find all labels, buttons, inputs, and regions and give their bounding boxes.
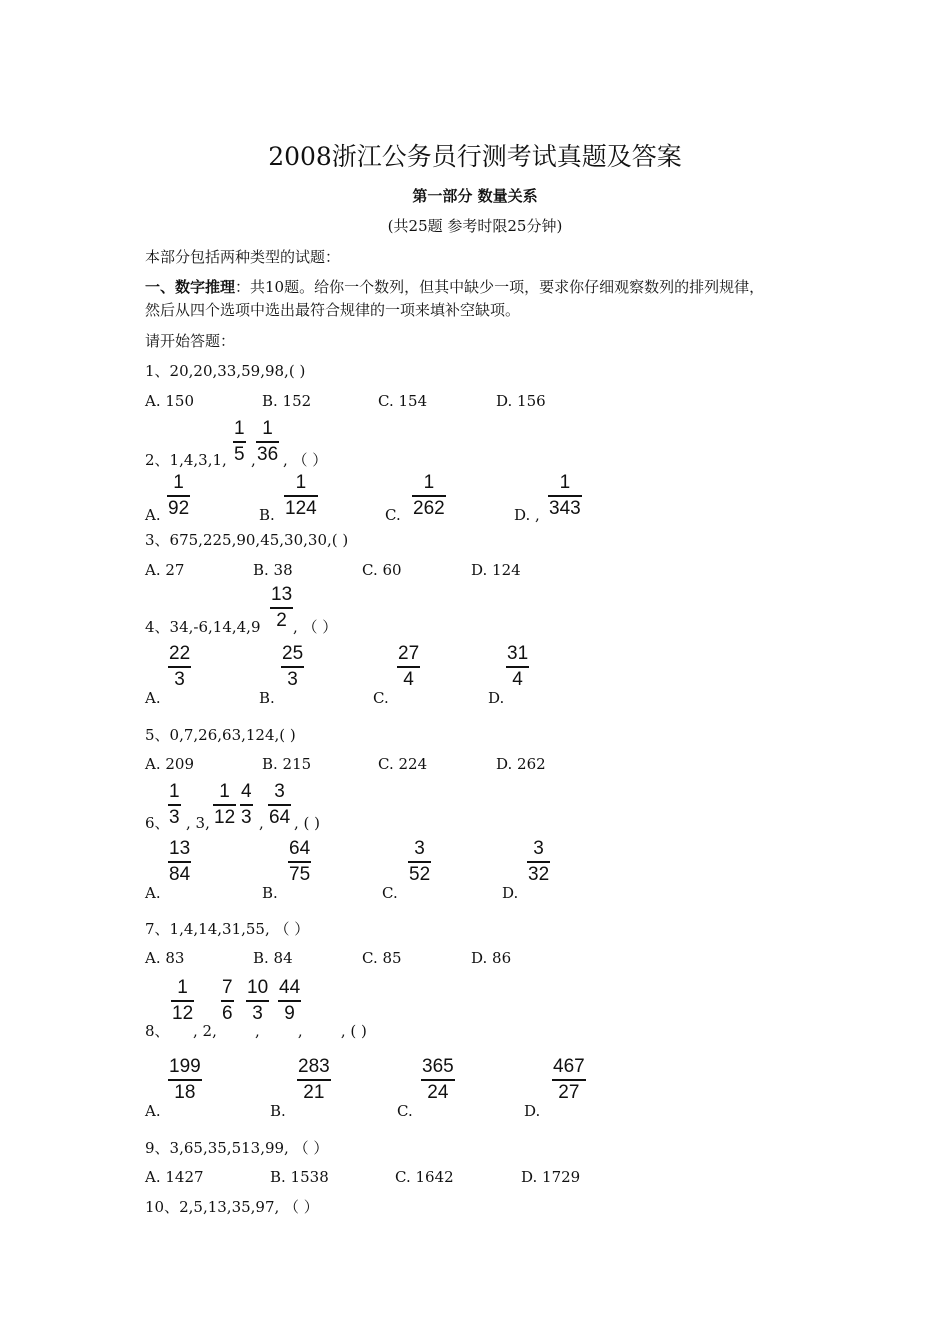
question-9: 9、3,65,35,513,99, （ ） (145, 1139, 329, 1157)
q8-option-d-label: D. (524, 1102, 541, 1120)
question-10: 10、2,5,13,35,97, （ ） (145, 1198, 319, 1216)
q3-option-c: C. 60 (362, 561, 402, 579)
question-2-suffix: , （ ） (283, 451, 328, 469)
q8-fraction: 10 3 (247, 977, 269, 1024)
q1-option-c: C. 154 (378, 392, 428, 410)
q2-option-c-label: C. (385, 506, 401, 524)
q6-option-b-label: B. (262, 884, 278, 902)
q6-option-c-label: C. (382, 884, 398, 902)
page-title: 2008浙江公务员行测考试真题及答案 (268, 142, 682, 171)
section-subtitle: (共25题 参考时限25分钟) (387, 217, 563, 235)
q2-comma: , (251, 451, 256, 469)
q2-option-d-fraction: 1 343 (549, 472, 581, 519)
question-2-prefix: 2、1,4,3,1, (145, 451, 227, 469)
q4-fraction: 13 2 (271, 584, 293, 631)
intro-text: 本部分包括两种类型的试题： (145, 248, 341, 266)
q6-option-a-label: A. (145, 884, 161, 902)
q9-option-b: B. 1538 (270, 1168, 329, 1186)
q4-option-c-fraction: 27 4 (398, 643, 420, 690)
q4-option-a-fraction: 22 3 (169, 643, 191, 690)
question-6-prefix: 6、 (145, 814, 170, 832)
q8-option-b-fraction: 283 21 (298, 1056, 330, 1103)
part1-paragraph-line2: 然后从四个选项中选出最符合规律的一项来填补空缺项。 (145, 301, 521, 319)
question-1: 1、20,20,33,59,98,( ) (145, 362, 306, 380)
q8-fraction: 1 12 (172, 977, 194, 1024)
q4-option-c-label: C. (373, 689, 389, 707)
q6-fraction: 4 3 (241, 781, 252, 828)
part1-text: ：共10题。给你一个数列，但其中缺少一项，要求你仔细观察数列的排列规律， (235, 278, 765, 296)
q3-option-d: D. 124 (471, 561, 521, 579)
section-heading: 第一部分 数量关系 (412, 187, 538, 205)
q8-fraction: 7 6 (222, 977, 233, 1024)
q2-option-c-fraction: 1 262 (413, 472, 445, 519)
q1-option-d: D. 156 (496, 392, 546, 410)
question-6-mid: , 3, (186, 814, 210, 832)
q5-option-d: D. 262 (496, 755, 546, 773)
q6-option-b-fraction: 64 75 (289, 838, 311, 885)
q9-option-a: A. 1427 (145, 1168, 204, 1186)
q6-option-d-fraction: 3 32 (528, 838, 550, 885)
part1-label: 一、数字推理 (145, 278, 236, 296)
q8-option-a-fraction: 199 18 (169, 1056, 201, 1103)
q4-option-a-label: A. (145, 689, 161, 707)
q2-option-a-fraction: 1 92 (168, 472, 190, 519)
q2-option-d-label: D. , (514, 506, 540, 524)
q5-option-a: A. 209 (145, 755, 194, 773)
q8-option-c-fraction: 365 24 (422, 1056, 454, 1103)
q8-option-a-label: A. (145, 1102, 161, 1120)
q8-option-c-label: C. (397, 1102, 413, 1120)
q4-option-d-label: D. (488, 689, 505, 707)
q1-option-a: A. 150 (145, 392, 194, 410)
question-7: 7、1,4,14,31,55, （ ） (145, 920, 310, 938)
question-3: 3、675,225,90,45,30,30,( ) (145, 531, 349, 549)
q6-fraction: 3 64 (269, 781, 291, 828)
q6-comma: , (259, 814, 264, 832)
q5-option-b: B. 215 (262, 755, 312, 773)
q8-fraction: 44 9 (279, 977, 301, 1024)
q6-fraction: 1 3 (169, 781, 180, 828)
question-5: 5、0,7,26,63,124,( ) (145, 726, 296, 744)
q3-option-a: A. 27 (145, 561, 185, 579)
question-6-suffix: , ( ) (294, 814, 321, 832)
q6-option-c-fraction: 3 52 (409, 838, 431, 885)
q6-fraction: 1 12 (214, 781, 236, 828)
q2-option-b-fraction: 1 124 (285, 472, 317, 519)
q8-option-d-fraction: 467 27 (553, 1056, 585, 1103)
q8-option-b-label: B. (270, 1102, 286, 1120)
q7-option-d: D. 86 (471, 949, 512, 967)
q4-option-b-label: B. (259, 689, 275, 707)
q9-option-d: D. 1729 (521, 1168, 581, 1186)
q1-option-b: B. 152 (262, 392, 312, 410)
q7-option-c: C. 85 (362, 949, 402, 967)
q2-option-b-label: B. (259, 506, 275, 524)
question-8-prefix: 8、 (145, 1022, 170, 1040)
q4-option-d-fraction: 31 4 (507, 643, 529, 690)
q7-option-b: B. 84 (253, 949, 293, 967)
question-4-prefix: 4、34,-6,14,4,9 (145, 618, 261, 636)
q5-option-c: C. 224 (378, 755, 428, 773)
q9-option-c: C. 1642 (395, 1168, 454, 1186)
question-8-sequence: , 2, , , , ( ) (193, 1022, 367, 1040)
start-prompt: 请开始答题： (145, 332, 236, 350)
part1-paragraph (145, 278, 764, 296)
q6-option-d-label: D. (502, 884, 519, 902)
question-4-suffix: , （ ） (293, 618, 338, 636)
q2-fraction: 1 36 (257, 418, 279, 465)
q3-option-b: B. 38 (253, 561, 293, 579)
q4-option-b-fraction: 25 3 (282, 643, 304, 690)
q6-option-a-fraction: 13 84 (169, 838, 191, 885)
q7-option-a: A. 83 (145, 949, 185, 967)
q2-option-a-label: A. (145, 506, 161, 524)
q2-fraction: 1 5 (234, 418, 245, 465)
